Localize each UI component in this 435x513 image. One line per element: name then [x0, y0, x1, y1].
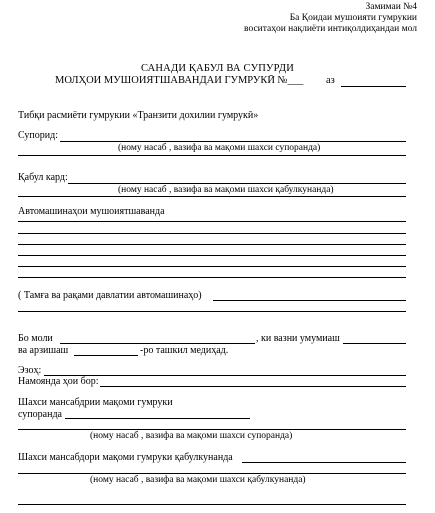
rules-reference: Ба Қоидаи мушоияти гумрукии: [289, 13, 417, 23]
goods-label: Бо моли: [18, 333, 53, 344]
weight-label: , ки вазни умумиаш: [256, 333, 340, 344]
sender-official-caption: (ному насаб , вазифа ва мақоми шахси супоранда): [90, 431, 293, 441]
received-caption: (ному насаб , вазифа ва мақоми шахси қабулкунанда): [118, 185, 334, 195]
vehicle-plate-field-line: [213, 300, 406, 301]
remark-label: Эзоҳ:: [18, 365, 42, 376]
handed-over-caption: (ному насаб , вазифа ва мақоми шахси супоранда): [118, 143, 321, 153]
procedure-text: Тибқи расмиёти гумрукии «Транзити дохилии гумрукӣ»: [18, 110, 259, 121]
goods-field-line: [60, 343, 255, 344]
document-title: САНАДИ ҚАБУЛ ВА СУПУРДИ: [140, 63, 295, 74]
vehicles-line-2: [18, 233, 406, 234]
sender-official-field-line: [65, 418, 250, 419]
date-field-line: [341, 86, 406, 87]
vehicles-label: Автомашинаҳои мушоиятшаванда: [18, 206, 165, 217]
defects-field-line: [100, 386, 406, 387]
vehicle-plate-caption: ( Тамға ва рақами давлатии автомашинаҳо): [18, 290, 202, 301]
appendix-number: Замимаи №4: [365, 2, 417, 12]
defects-label: Намоянда ҳои бор:: [18, 376, 99, 387]
sender-official-label-2: супоранда: [18, 409, 62, 420]
handed-over-extra-line: [18, 155, 406, 156]
vehicles-line-5: [18, 266, 406, 267]
vehicles-extra-line: [18, 311, 406, 312]
receiver-official-label: Шахси мансабдори мақоми гумруки қабулкунанда: [18, 452, 233, 463]
rules-reference-continued: воситаҳои нақлиёти интиқолдиҳандаи мол: [244, 24, 417, 34]
sender-official-label: Шахси мансабдрии мақоми гумруки: [18, 397, 173, 408]
received-extra-line: [18, 196, 406, 197]
receiver-official-bottom-line: [18, 504, 406, 505]
document-subtitle: МОЛҲОИ МУШОИЯТШАВАНДАИ ГУМРУКӢ №___: [55, 75, 304, 86]
vehicles-line-3: [18, 244, 406, 245]
received-label: Қабул кард:: [18, 172, 68, 183]
receiver-official-field-line: [242, 462, 406, 463]
weight-field-line: [343, 343, 406, 344]
value-field-line: [74, 355, 138, 356]
vehicles-line-6: [18, 277, 406, 278]
handed-over-label: Супорид:: [18, 130, 58, 141]
value-suffix: -ро ташкил медиҳад.: [140, 345, 229, 356]
date-label: аз: [326, 75, 335, 86]
receiver-official-caption: (ному насаб , вазифа ва мақоми шахси қабулкунанда): [90, 475, 306, 485]
value-label: ва арзишаш: [18, 345, 69, 356]
vehicles-line-4: [18, 255, 406, 256]
vehicles-line-1: [18, 221, 406, 222]
